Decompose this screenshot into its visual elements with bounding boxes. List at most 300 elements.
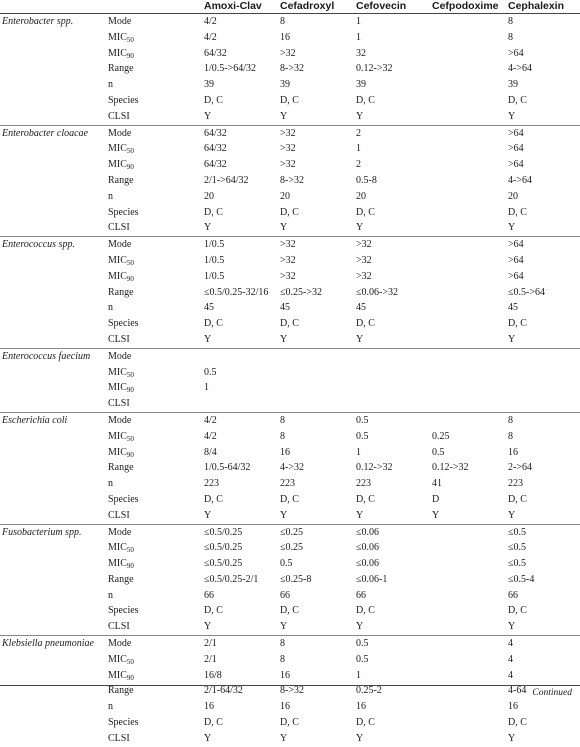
value-cell: 4/2: [204, 430, 217, 442]
value-cell: [428, 269, 504, 285]
value-cell: 2->64: [508, 462, 532, 474]
header-cephalexin: Cephalexin: [508, 0, 565, 12]
value-cell: Y: [280, 222, 288, 234]
organism-name: Enterococcus spp.: [0, 237, 104, 349]
parameter-label: CLSI: [108, 509, 130, 521]
parameter-cell: [104, 46, 200, 62]
value-cell: 0.12->32: [356, 63, 393, 75]
value-cell: D, C: [508, 717, 527, 729]
parameter-label: MIC: [108, 558, 127, 570]
organism-name: Klebsiella pneumoniae: [0, 636, 104, 747]
organism-name: Enterobacter spp.: [2, 16, 74, 27]
value-cell: [428, 636, 504, 652]
parameter-cell: [104, 412, 200, 428]
value-cell: Y: [280, 509, 288, 521]
value-cell: 16: [204, 701, 214, 713]
value-cell: 8: [508, 430, 513, 442]
parameter-cell: [104, 636, 200, 652]
value-cell: ≤0.06: [352, 524, 428, 540]
organism-name: Enterococcus faecium: [0, 348, 104, 412]
value-cell: [276, 365, 352, 381]
value-cell: >64: [508, 47, 524, 59]
parameter-subscript: 50: [126, 370, 134, 379]
parameter-label: Mode: [108, 638, 132, 650]
value-cell: [428, 540, 504, 556]
parameter-cell: [104, 93, 200, 109]
header-amoxi-clav: Amoxi-Clav: [204, 0, 262, 12]
value-cell: 20: [508, 190, 518, 202]
value-cell: D, C: [280, 318, 299, 330]
value-cell: ≤0.5->64: [508, 286, 545, 298]
parameter-label: Mode: [108, 414, 132, 426]
value-cell: 66: [204, 589, 214, 601]
parameter-subscript: 50: [126, 657, 134, 666]
parameter-label: n: [108, 478, 113, 490]
value-cell: 2: [352, 125, 428, 141]
parameter-cell: [104, 619, 200, 635]
value-cell: 1/0.5->64/32: [204, 63, 257, 75]
value-cell: 16: [508, 701, 518, 713]
value-cell: 45: [356, 302, 366, 314]
value-cell: [428, 524, 504, 540]
value-cell: 4-64: [508, 685, 527, 697]
value-cell: D, C: [356, 493, 375, 505]
parameter-label: Mode: [108, 526, 132, 538]
value-cell: >32: [356, 270, 372, 282]
parameter-cell: [104, 141, 200, 157]
value-cell: 66: [280, 589, 290, 601]
value-cell: 8->32: [280, 174, 304, 186]
value-cell: >32: [356, 254, 372, 266]
value-cell: Y: [508, 732, 516, 744]
value-cell: [276, 380, 352, 396]
value-cell: >32: [280, 270, 296, 282]
value-cell: [428, 652, 504, 668]
table-row: [0, 14, 580, 30]
value-cell: Y: [204, 333, 212, 345]
value-cell: Y: [204, 621, 212, 633]
parameter-cell: [104, 30, 200, 46]
parameter-label: CLSI: [108, 333, 130, 345]
value-cell: >64: [508, 270, 524, 282]
parameter-label: MIC: [108, 669, 127, 681]
value-cell: 20: [204, 190, 214, 202]
value-cell: D, C: [280, 493, 299, 505]
value-cell: ≤0.25-8: [280, 573, 312, 585]
value-cell: [428, 157, 504, 173]
header-cefadroxyl: Cefadroxyl: [280, 0, 335, 12]
parameter-cell: [104, 396, 200, 412]
value-cell: 16/8: [204, 669, 222, 681]
value-cell: D, C: [204, 318, 223, 330]
value-cell: >32: [276, 237, 352, 253]
parameter-cell: [104, 556, 200, 572]
parameter-label: n: [108, 302, 113, 314]
parameter-subscript: 90: [126, 450, 134, 459]
value-cell: ≤0.5-4: [508, 573, 535, 585]
value-cell: Y: [204, 509, 212, 521]
value-cell: ≤0.5: [508, 558, 526, 570]
parameter-label: MIC: [108, 430, 127, 442]
value-cell: ≤0.5/0.25: [204, 542, 243, 554]
value-cell: 45: [280, 302, 290, 314]
parameter-label: MIC: [108, 254, 127, 266]
value-cell: Y: [356, 222, 364, 234]
value-cell: 0.12->32: [432, 462, 469, 474]
value-cell: [352, 365, 428, 381]
value-cell: >32: [352, 237, 428, 253]
parameter-cell: [104, 269, 200, 285]
value-cell: 39: [356, 79, 366, 91]
value-cell: [428, 141, 504, 157]
value-cell: [428, 220, 504, 236]
parameter-cell: [104, 652, 200, 668]
value-cell: 66: [508, 589, 518, 601]
parameter-cell: [104, 460, 200, 476]
value-cell: 16: [280, 446, 290, 458]
value-cell: Y: [280, 110, 288, 122]
parameter-cell: [104, 237, 200, 253]
value-cell: D, C: [508, 318, 527, 330]
value-cell: [428, 205, 504, 221]
organism-name: Escherichia coli: [0, 412, 104, 524]
value-cell: 8: [508, 16, 513, 27]
value-cell: D, C: [280, 206, 299, 218]
value-cell: 4/2: [204, 16, 217, 27]
value-cell: Y: [280, 732, 288, 744]
parameter-label: Range: [108, 462, 134, 474]
value-cell: 0.5: [280, 558, 293, 570]
value-cell: 4: [504, 636, 580, 652]
parameter-cell: [104, 300, 200, 316]
parameter-subscript: 50: [126, 147, 134, 156]
parameter-cell: [104, 731, 200, 747]
value-cell: 8: [508, 31, 513, 43]
parameter-cell: [104, 668, 200, 684]
value-cell: 8/4: [204, 446, 217, 458]
value-cell: [428, 668, 504, 684]
value-cell: >64: [508, 143, 524, 155]
value-cell: 1: [356, 143, 361, 155]
value-cell: 1: [356, 446, 361, 458]
value-cell: >32: [280, 143, 296, 155]
parameter-cell: [104, 476, 200, 492]
value-cell: 8: [276, 412, 352, 428]
table-row: [0, 636, 580, 652]
value-cell: ≤0.5/0.25: [200, 524, 276, 540]
value-cell: Y: [204, 222, 212, 234]
value-cell: 223: [280, 478, 295, 490]
value-cell: D, C: [204, 493, 223, 505]
header-row: [0, 0, 580, 14]
value-cell: 4/2: [200, 412, 276, 428]
value-cell: 2/1: [204, 653, 217, 665]
value-cell: [428, 348, 504, 364]
value-cell: 1/0.5: [204, 254, 225, 266]
value-cell: 0.5: [352, 636, 428, 652]
value-cell: [428, 572, 504, 588]
parameter-cell: [104, 603, 200, 619]
value-cell: D, C: [204, 206, 223, 218]
value-cell: 64/32: [200, 125, 276, 141]
value-cell: [504, 396, 580, 412]
table-row: [0, 524, 580, 540]
parameter-label: CLSI: [108, 222, 130, 234]
value-cell: D, C: [356, 318, 375, 330]
value-cell: 223: [356, 478, 371, 490]
value-cell: [352, 348, 428, 364]
value-cell: [428, 14, 504, 30]
value-cell: [428, 619, 504, 635]
value-cell: 66: [356, 589, 366, 601]
value-cell: D, C: [280, 717, 299, 729]
parameter-label: Species: [108, 94, 139, 106]
value-cell: [428, 109, 504, 125]
parameter-cell: [104, 109, 200, 125]
value-cell: 1: [356, 31, 361, 43]
parameter-subscript: 90: [126, 673, 134, 682]
value-cell: [428, 93, 504, 109]
value-cell: ≤0.5/0.25-2/1: [204, 573, 259, 585]
value-cell: 8: [280, 653, 285, 665]
parameter-cell: [104, 508, 200, 524]
parameter-subscript: 50: [126, 434, 134, 443]
parameter-label: Species: [108, 318, 139, 330]
parameter-cell: [104, 205, 200, 221]
value-cell: Y: [508, 110, 516, 122]
value-cell: ≤0.5/0.25: [204, 558, 243, 570]
value-cell: >32: [280, 47, 296, 59]
value-cell: 1: [356, 16, 361, 27]
value-cell: [428, 125, 504, 141]
parameter-label: Range: [108, 174, 134, 186]
parameter-label: Mode: [108, 350, 132, 362]
value-cell: D, C: [356, 206, 375, 218]
value-cell: ≤0.06->32: [356, 286, 398, 298]
header-parameter: [104, 0, 200, 14]
parameter-cell: [104, 588, 200, 604]
table-row: [0, 412, 580, 428]
value-cell: 45: [204, 302, 214, 314]
value-cell: [504, 348, 580, 364]
value-cell: 0.5: [204, 366, 217, 378]
value-cell: D, C: [356, 94, 375, 106]
value-cell: [428, 699, 504, 715]
value-cell: Y: [356, 110, 364, 122]
value-cell: [428, 46, 504, 62]
parameter-label: Species: [108, 493, 139, 505]
parameter-label: Range: [108, 685, 134, 697]
value-cell: [428, 332, 504, 348]
parameter-label: CLSI: [108, 732, 130, 744]
parameter-label: MIC: [108, 143, 127, 155]
value-cell: D, C: [204, 717, 223, 729]
table-row: [0, 237, 580, 253]
value-cell: Y: [280, 333, 288, 345]
value-cell: D, C: [508, 605, 527, 617]
value-cell: [200, 396, 276, 412]
value-cell: [428, 316, 504, 332]
parameter-label: Species: [108, 206, 139, 218]
organism-name: Enterobacter cloacae: [0, 125, 104, 237]
parameter-cell: [104, 61, 200, 77]
parameter-subscript: 90: [126, 163, 134, 172]
parameter-label: Range: [108, 573, 134, 585]
value-cell: 8: [280, 430, 285, 442]
table-body: [0, 14, 580, 747]
value-cell: Y: [508, 509, 516, 521]
value-cell: 4->32: [280, 462, 304, 474]
parameter-cell: [104, 253, 200, 269]
value-cell: 39: [508, 79, 518, 91]
value-cell: D, C: [204, 605, 223, 617]
value-cell: 8->32: [280, 685, 304, 697]
parameter-label: n: [108, 589, 113, 601]
value-cell: 2/1: [200, 636, 276, 652]
value-cell: ≤0.5: [504, 524, 580, 540]
parameter-label: MIC: [108, 542, 127, 554]
value-cell: [276, 396, 352, 412]
value-cell: [428, 412, 504, 428]
parameter-cell: [104, 125, 200, 141]
value-cell: [428, 396, 504, 412]
parameter-subscript: 50: [126, 35, 134, 44]
value-cell: [428, 588, 504, 604]
parameter-label: Mode: [108, 16, 132, 27]
value-cell: 64/32: [204, 143, 227, 155]
value-cell: [428, 30, 504, 46]
value-cell: [504, 365, 580, 381]
value-cell: ≤0.25: [276, 524, 352, 540]
parameter-label: Species: [108, 717, 139, 729]
value-cell: 0.5-8: [356, 174, 377, 186]
value-cell: [428, 603, 504, 619]
parameter-cell: [104, 348, 200, 364]
value-cell: ≤0.06: [356, 542, 379, 554]
header-cefovecin: Cefovecin: [356, 0, 407, 12]
value-cell: D, C: [508, 493, 527, 505]
value-cell: 2: [356, 159, 361, 171]
value-cell: [428, 556, 504, 572]
parameter-cell: [104, 173, 200, 189]
value-cell: 4->64: [508, 174, 532, 186]
parameter-cell: [104, 14, 200, 30]
parameter-label: Range: [108, 286, 134, 298]
value-cell: D, C: [356, 605, 375, 617]
parameter-label: n: [108, 701, 113, 713]
value-cell: [428, 237, 504, 253]
value-cell: Y: [280, 621, 288, 633]
value-cell: 39: [280, 79, 290, 91]
value-cell: 0.5: [356, 430, 369, 442]
value-cell: [352, 380, 428, 396]
parameter-cell: [104, 715, 200, 731]
value-cell: 8: [280, 16, 285, 27]
value-cell: 39: [204, 79, 214, 91]
value-cell: 0.5: [352, 412, 428, 428]
value-cell: 2/1->64/32: [204, 174, 249, 186]
value-cell: Y: [204, 110, 212, 122]
parameter-cell: [104, 699, 200, 715]
parameter-subscript: 50: [126, 258, 134, 267]
value-cell: [352, 396, 428, 412]
value-cell: 0.12->32: [356, 462, 393, 474]
parameter-cell: [104, 157, 200, 173]
value-cell: D, C: [356, 717, 375, 729]
parameter-cell: [104, 220, 200, 236]
parameter-cell: [104, 429, 200, 445]
value-cell: 16: [280, 701, 290, 713]
value-cell: [504, 380, 580, 396]
value-cell: 20: [356, 190, 366, 202]
parameter-subscript: 90: [126, 51, 134, 60]
value-cell: 16: [280, 31, 290, 43]
parameter-label: MIC: [108, 270, 127, 282]
value-cell: [428, 365, 504, 381]
value-cell: >64: [508, 254, 524, 266]
value-cell: [428, 715, 504, 731]
value-cell: Y: [204, 732, 212, 744]
parameter-cell: [104, 445, 200, 461]
value-cell: 45: [508, 302, 518, 314]
parameter-label: CLSI: [108, 621, 130, 633]
value-cell: [276, 348, 352, 364]
parameter-cell: [104, 365, 200, 381]
value-cell: 16: [508, 446, 518, 458]
table-row: [0, 348, 580, 364]
value-cell: 223: [508, 478, 523, 490]
value-cell: Y: [508, 333, 516, 345]
value-cell: Y: [432, 509, 440, 521]
value-cell: [428, 285, 504, 301]
value-cell: ≤0.06-1: [356, 573, 388, 585]
value-cell: 2/1-64/32: [204, 685, 243, 697]
value-cell: 64/32: [204, 159, 227, 171]
value-cell: ≤0.5/0.25-32/16: [204, 286, 269, 298]
value-cell: Y: [356, 621, 364, 633]
value-cell: 1/0.5: [200, 237, 276, 253]
parameter-cell: [104, 332, 200, 348]
continued-note: Continued: [532, 688, 572, 698]
value-cell: 41: [432, 478, 442, 490]
value-cell: 1/0.5: [204, 270, 225, 282]
value-cell: D: [432, 493, 440, 505]
value-cell: 32: [356, 47, 366, 59]
parameter-label: MIC: [108, 653, 127, 665]
value-cell: [428, 300, 504, 316]
value-cell: 8: [276, 636, 352, 652]
value-cell: 16: [280, 669, 290, 681]
value-cell: 16: [356, 701, 366, 713]
parameter-label: Mode: [108, 239, 132, 251]
value-cell: ≤0.5: [508, 542, 526, 554]
parameter-subscript: 50: [126, 546, 134, 555]
value-cell: [428, 189, 504, 205]
value-cell: >64: [504, 237, 580, 253]
value-cell: [428, 380, 504, 396]
parameter-cell: [104, 316, 200, 332]
value-cell: 4: [508, 653, 513, 665]
value-cell: Y: [508, 621, 516, 633]
value-cell: ≤0.25->32: [280, 286, 322, 298]
value-cell: ≤0.06: [356, 558, 379, 570]
value-cell: [428, 77, 504, 93]
parameter-subscript: 90: [126, 386, 134, 395]
parameter-cell: [104, 285, 200, 301]
parameter-cell: [104, 492, 200, 508]
value-cell: D, C: [508, 206, 527, 218]
bottom-rule: [0, 685, 580, 686]
